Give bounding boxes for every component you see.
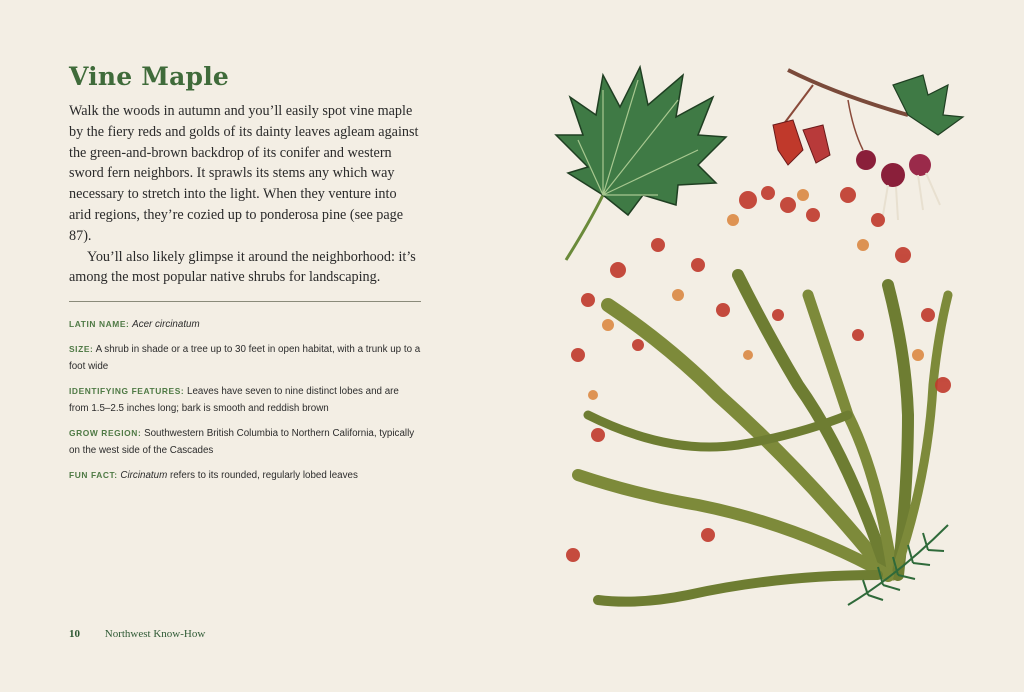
fact-value: Acer circinatum (132, 319, 200, 331)
fact-value: Southwestern British Columbia to Northern California, typically on the west side of the Cascades (69, 428, 415, 457)
page-title: Vine Maple (69, 62, 229, 91)
page-number: 10 (69, 628, 80, 640)
fact-label: SIZE: (69, 344, 94, 355)
body-paragraph-2: You’ll also likely glimpse it around the neighborhood: it’s among the most popular native shrubs for landscaping. (69, 248, 416, 286)
fact-label: IDENTIFYING FEATURES: (69, 386, 185, 397)
page-footer (69, 628, 205, 640)
vine-maple-illustration (548, 55, 978, 625)
body-paragraph-1: Walk the woods in autumn and you’ll easily spot vine maple by the fiery reds and golds of its dainty leaves agleam against the green-and-brown backdrop of its conifer and western sword fern neighbors. It sprawls its stems any which way necessary to stretch into the light. When they venture into arid regions, they’re cozied up to ponderosa pine (see page 87). (69, 103, 419, 244)
article (69, 62, 421, 492)
fact-label: GROW REGION: (69, 428, 142, 439)
fact-fun-fact (69, 467, 421, 484)
fact-label: FUN FACT: (69, 470, 118, 481)
fact-identifying-features (69, 383, 421, 417)
fact-value-italic: Circinatum (120, 470, 168, 482)
fact-value: Leaves have seven to nine distinct lobes and are from 1.5–2.5 inches long; bark is smooth and reddish brown (69, 386, 399, 415)
running-title: Northwest Know-How (104, 628, 206, 640)
divider (69, 301, 421, 302)
fact-size (69, 341, 421, 375)
fact-latin-name (69, 316, 421, 333)
fact-grow-region (69, 425, 421, 459)
fact-label: LATIN NAME: (69, 319, 130, 330)
shrub-trunks-icon (578, 275, 948, 602)
fact-value: A shrub in shade or a tree up to 30 feet in open habitat, with a trunk up to a foot wide (69, 344, 421, 373)
red-foliage-icon (566, 186, 951, 562)
maple-leaf-icon (556, 67, 726, 260)
fact-value: refers to its rounded, regularly lobed leaves (169, 470, 358, 482)
